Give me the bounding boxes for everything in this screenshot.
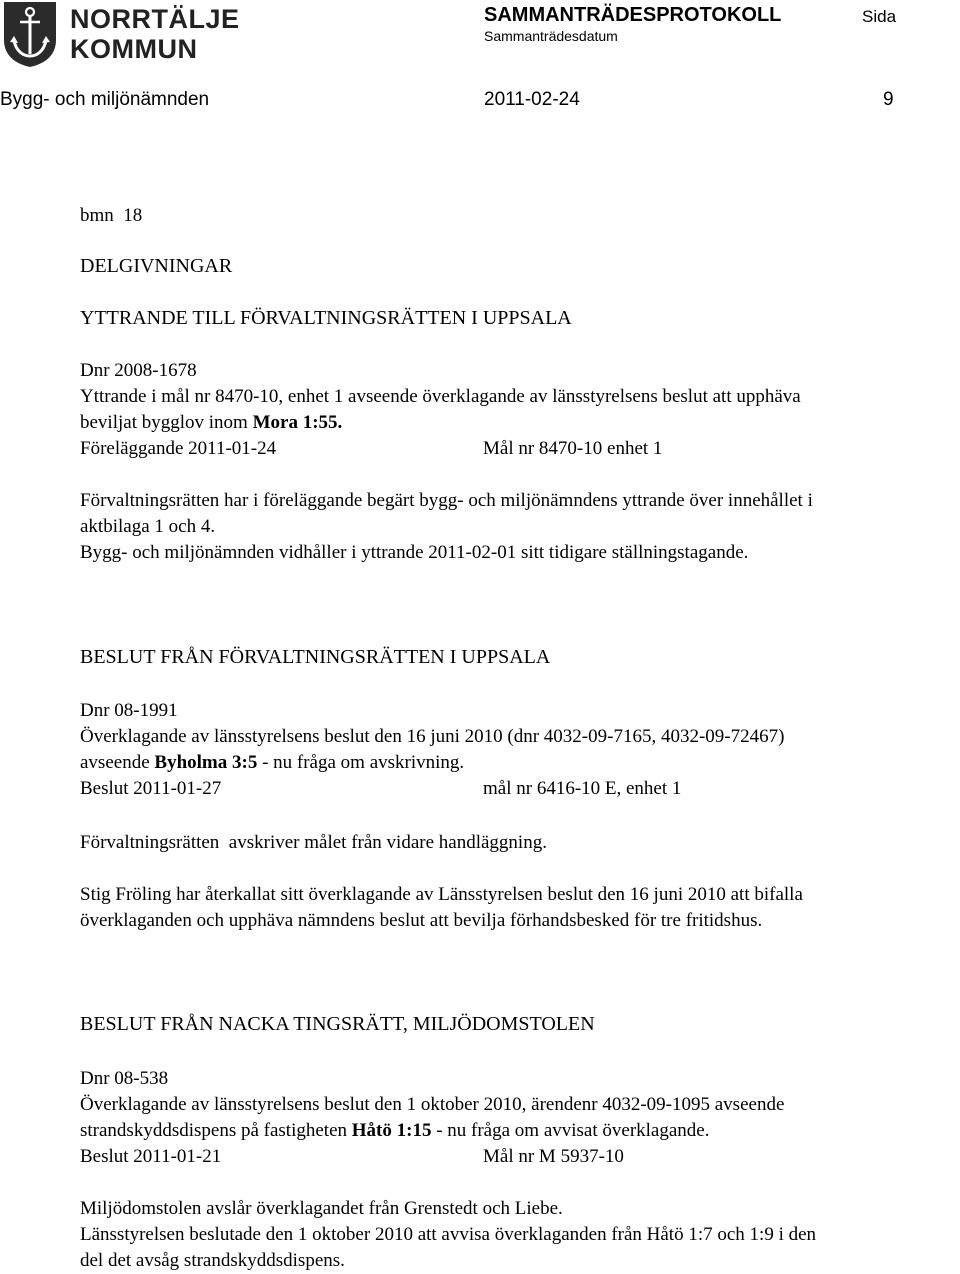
text-line: Länsstyrelsen beslutade den 1 oktober 2010 att avvisa överklaganden från Håtö 1:7 och 1:9 i den	[80, 1224, 817, 1245]
decision-date: Beslut 2011-01-27	[80, 778, 222, 799]
property-name: Byholma 3:5	[154, 752, 258, 773]
logo-line-1: NORRTÄLJE	[70, 4, 240, 34]
text-line: Överklagande av länsstyrelsens beslut den 16 juni 2010 (dnr 4032-09-7165, 4032-09-72467)	[80, 726, 785, 747]
date-label: Sammanträdesdatum	[484, 28, 618, 44]
main-heading: DELGIVNINGAR	[80, 255, 233, 277]
anchor-emblem-icon	[0, 0, 60, 68]
text-line: Förvaltningsrätten har i föreläggande begärt bygg- och miljönämndens yttrande över innehållet i	[80, 490, 813, 511]
case-number: mål nr 6416-10 E, enhet 1	[483, 778, 682, 799]
text-span: - nu fråga om avvisat överklagande.	[431, 1120, 710, 1141]
case-number: Mål nr 8470-10 enhet 1	[483, 438, 663, 459]
case-number: Mål nr M 5937-10	[483, 1146, 624, 1167]
text-line: Förvaltningsrätten avskriver målet från vidare handläggning.	[80, 832, 547, 853]
decision-date: Beslut 2011-01-21	[80, 1146, 222, 1167]
dnr-2: Dnr 08-1991	[80, 700, 178, 721]
text-span: beviljat bygglov inom	[80, 412, 253, 433]
section-heading-miljodomstolen: BESLUT FRÅN NACKA TINGSRÄTT, MILJÖDOMSTOLEN	[80, 1013, 595, 1035]
section-heading-yttrande: YTTRANDE TILL FÖRVALTNINGSRÄTTEN I UPPSALA	[80, 307, 572, 329]
municipality-logo	[0, 0, 60, 68]
text-line	[80, 750, 464, 776]
page-label: Sida	[862, 7, 897, 26]
text-line: del det avsåg strandskyddsdispens.	[80, 1250, 345, 1271]
text-line: Yttrande i mål nr 8470-10, enhet 1 avseende överklagande av länsstyrelsens beslut att upphäva	[80, 386, 801, 407]
text-line	[80, 410, 342, 436]
text-span: avseende	[80, 752, 155, 773]
meeting-date: 2011-02-24	[484, 89, 580, 110]
protocol-title: SAMMANTRÄDESPROTOKOLL	[484, 4, 782, 26]
logo-line-2: KOMMUN	[70, 34, 198, 64]
dnr-3: Dnr 08-538	[80, 1068, 169, 1089]
section-heading-forvaltningsratten: BESLUT FRÅN FÖRVALTNINGSRÄTTEN I UPPSALA	[80, 646, 551, 668]
dnr-1: Dnr 2008-1678	[80, 360, 197, 381]
committee-name: Bygg- och miljönämnden	[0, 89, 210, 110]
text-line: Överklagande av länsstyrelsens beslut den 1 oktober 2010, ärendenr 4032-09-1095 avseende	[80, 1094, 785, 1115]
property-name: Håtö 1:15	[351, 1120, 432, 1141]
decision-date: Föreläggande 2011-01-24	[80, 438, 277, 459]
text-line: aktbilaga 1 och 4.	[80, 516, 216, 537]
text-span: .	[337, 412, 343, 433]
property-name: Mora 1:55	[252, 412, 338, 433]
text-line	[80, 1118, 710, 1144]
page-number: 9	[883, 89, 894, 110]
text-line: Miljödomstolen avslår överklagandet från Grenstedt och Liebe.	[80, 1198, 563, 1219]
text-line: Bygg- och miljönämnden vidhåller i yttrande 2011-02-01 sitt tidigare ställningstagande.	[80, 542, 749, 563]
text-span: strandskyddsdispens på fastigheten	[80, 1120, 352, 1141]
text-span: - nu fråga om avskrivning.	[257, 752, 465, 773]
paragraph-ref: bmn 18	[80, 205, 143, 226]
text-line: Stig Fröling har återkallat sitt överklagande av Länsstyrelsen beslut den 16 juni 2010 att bifalla	[80, 884, 803, 905]
text-line: överklaganden och upphäva nämndens beslut att bevilja förhandsbesked för tre fritidshus.	[80, 910, 763, 931]
